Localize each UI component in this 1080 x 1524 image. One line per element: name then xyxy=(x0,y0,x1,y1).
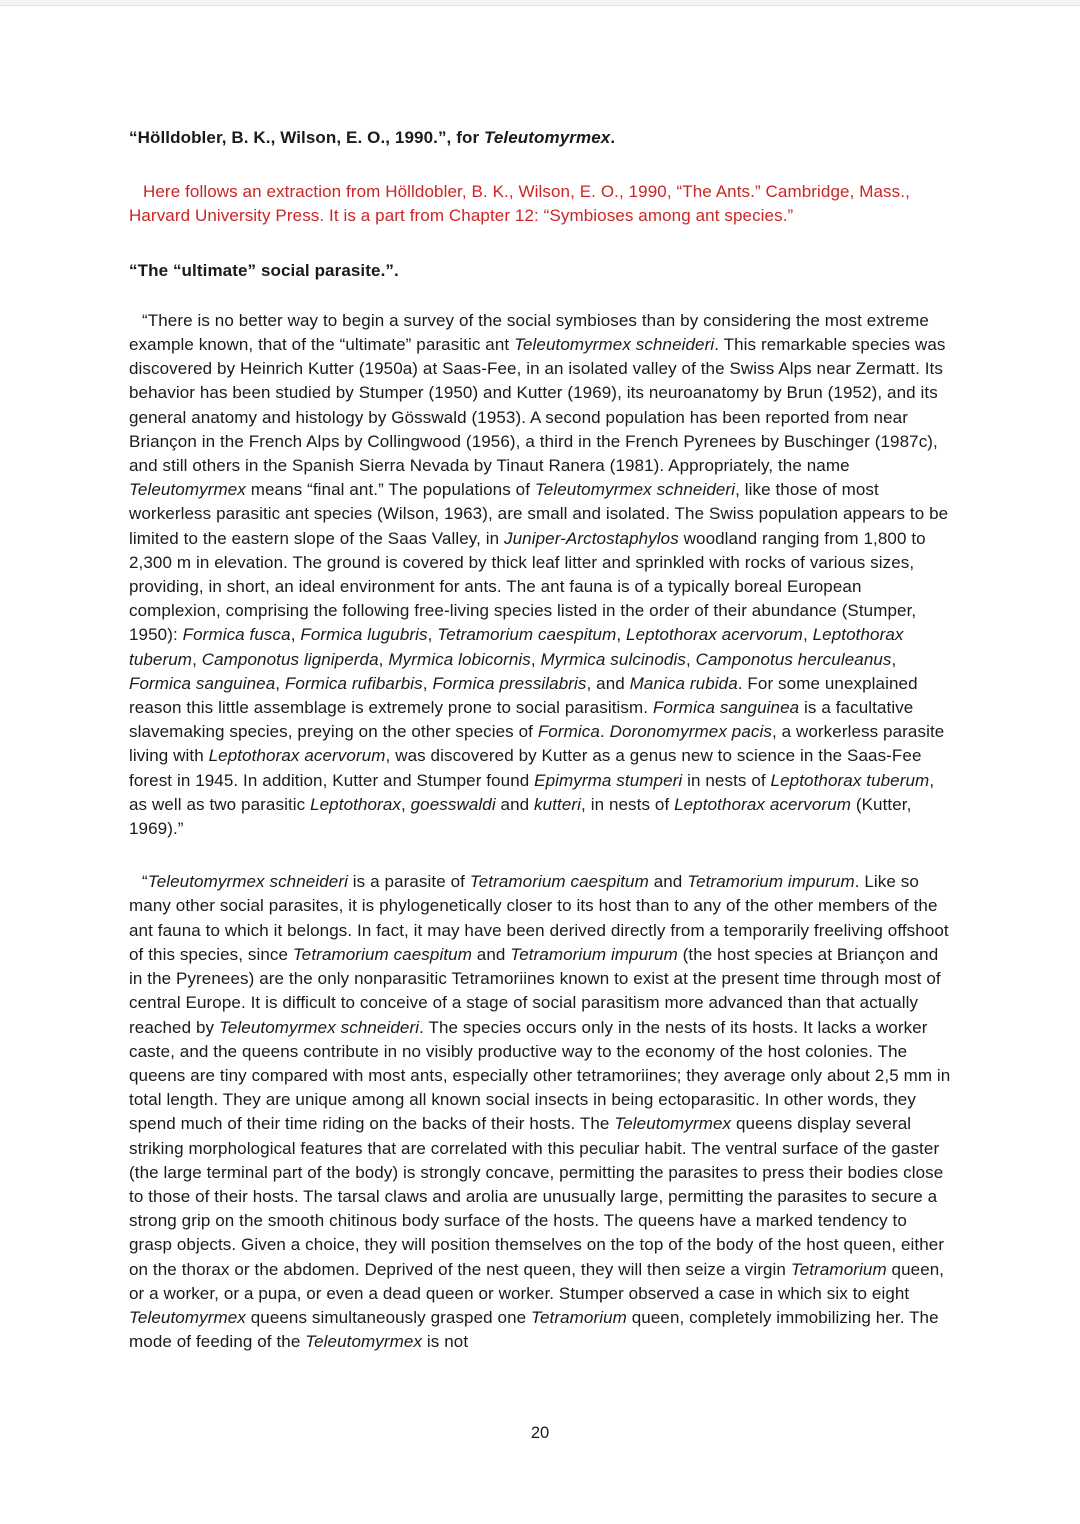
page-number: 20 xyxy=(530,1424,550,1442)
citation-title: “Hölldobler, B. K., Wilson, E. O., 1990.”, for Teleutomyrmex. xyxy=(129,128,616,147)
document-content xyxy=(0,6,1080,1354)
section-heading: “The “ultimate” social parasite.”. xyxy=(129,260,399,280)
editor-note: Here follows an extraction from Hölldobler, B. K., Wilson, E. O., 1990, “The Ants.” Cambridge, Mass., Harvard University Press. It is a part from Chapter 12: “Symbioses among ant species.” xyxy=(129,182,910,226)
paragraph-1: “There is no better way to begin a survey of the social symbioses than by considering the most extreme example known, that of the “ultimate” parasitic ant Teleutomyrmex schneideri. This remarkable species was discovered by Heinrich Kutter (1950a) at Saas-Fee, in an isolated valley of the Swiss Alps near Zermatt. Its behavior has been studied by Stumper (1950) and Kutter (1969), its neuroanatomy by Brun (1952), and its general anatomy and histology by Gösswald (1953). A second population has been reported from near Briançon in the French Alps by Collingwood (1956), a third in the French Pyrenees by Buschinger (1987c), and still others in the Spanish Sierra Nevada by Tinaut Ranera (1981). Appropriately, the name Teleutomyrmex means “final ant.” The populations of Teleutomyrmex schneideri, like those of most workerless parasitic ant species (Wilson, 1963), are small and isolated. The Swiss population appears to be limited to the eastern slope of the Saas Valley, in Juniper-Arctostaphylos woodland ranging from 1,800 to 2,300 m in elevation. The ground is covered by thick leaf litter and sprinkled with rocks of various sizes, providing, in short, an ideal environment for ants. The ant fauna is of a typically boreal European complexion, comprising the following free-living species listed in the order of their abundance (Stumper, 1950): Formica fusca, Formica lugubris, Tetramorium caespitum, Leptothorax acervorum, Leptothorax tuberum, Camponotus ligniperda, Myrmica lobicornis, Myrmica sulcinodis, Camponotus herculeanus, Formica sanguinea, Formica rufibarbis, Formica pressilabris, and Manica rubida. For some unexplained reason this little assemblage is extremely prone to social parasitism. Formica sanguinea is a facultative slavemaking species, preying on the other species of Formica. Doronomyrmex pacis, a workerless parasite living with Leptothorax acervorum, was discovered by Kutter as a genus new to science in the Saas-Fee forest in 1945. In addition, Kutter and Stumper found Epimyrma stumperi in nests of Leptothorax tuberum, as well as two parasitic Leptothorax, goesswaldi and kutteri, in nests of Leptothorax acervorum (Kutter, 1969).” xyxy=(129,310,949,839)
paragraph-2: “Teleutomyrmex schneideri is a parasite of Tetramorium caespitum and Tetramorium impurum. Like so many other social parasites, it is phylogenetically closer to its host than to any of the other members of the ant fauna to which it belongs. In fact, it may have been derived directly from a temporarily freeliving offshoot of this species, since Tetramorium caespitum and Tetramorium impurum (the host species at Briançon and in the Pyrenees) are the only nonparasitic Tetramoriines known to exist at the present time through most of central Europe. It is difficult to conceive of a stage of social parasitism more advanced than that actually reached by Teleutomyrmex schneideri. The species occurs only in the nests of its hosts. It lacks a worker caste, and the queens contribute in no visibly productive way to the economy of the host colonies. The queens are tiny compared with most ants, especially other tetramoriines; they average only about 2,5 mm in total length. They are unique among all known social insects in being ectoparasitic. In other words, they spend much of their time riding on the backs of their hosts. The Teleutomyrmex queens display several striking morphological features that are correlated with this peculiar habit. The ventral surface of the gaster (the large terminal part of the body) is strongly concave, permitting the parasites to press their bodies close to those of their hosts. The tarsal claws and arolia are unusually large, permitting the parasites to secure a strong grip on the smooth chitinous body surface of the hosts. The queens have a marked tendency to grasp objects. Given a choice, they will position themselves on the top of the body of the host queen, either on the thorax or the abdomen. Deprived of the nest queen, they will then seize a virgin Tetramorium queen, or a worker, or a pupa, or even a dead queen or worker. Stumper observed a case in which six to eight Teleutomyrmex queens simultaneously grasped one Tetramorium queen, completely immobilizing her. The mode of feeding of the Teleutomyrmex is not xyxy=(129,872,951,1352)
